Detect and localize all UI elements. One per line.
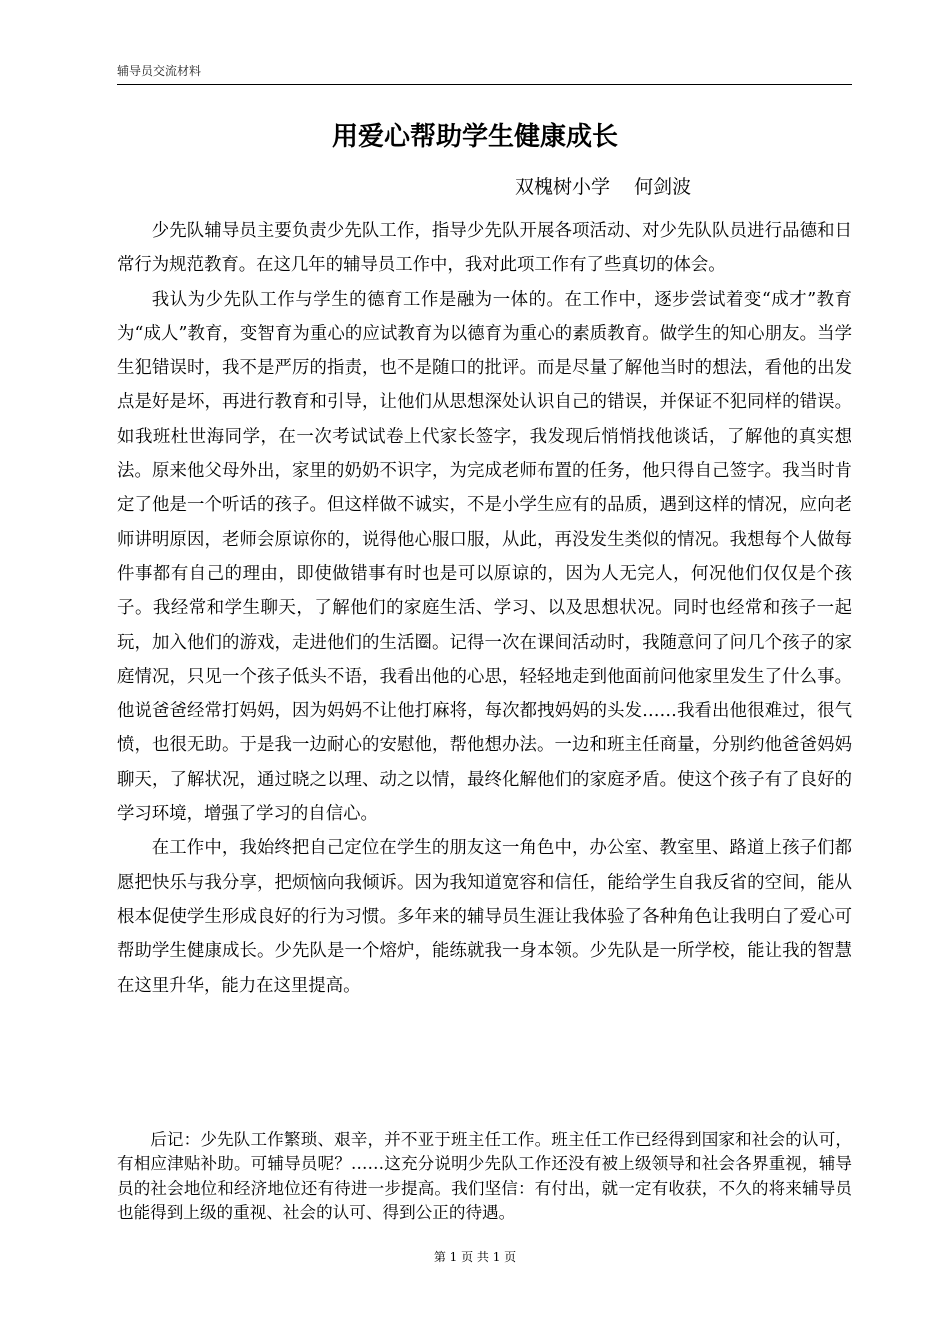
postscript-paragraph: 后记：少先队工作繁琐、艰辛，并不亚于班主任工作。班主任工作已经得到国家和社会的认可，有相应津贴补助。可辅导员呢？……这充分说明少先队工作还没有被上级领导和社会各界重视，辅导员的社会地位和经济地位还有待进一步提高。我们坚信：有付出，就一定有收获，不久的将来辅导员也能得到上级的重视、社会的认可、得到公正的待遇。 (117, 1130, 852, 1223)
running-header: 辅导员交流材料 (117, 64, 202, 78)
header-divider (117, 84, 852, 85)
body-paragraph: 少先队辅导员主要负责少先队工作，指导少先队开展各项活动、对少先队队员进行品德和日常行为规范教育。在这几年的辅导员工作中，我对此项工作有了些真切的体会。 (117, 221, 852, 276)
document-body (117, 214, 852, 1003)
author-byline: 双槐树小学 何剑波 (515, 176, 692, 198)
body-paragraph: 我认为少先队工作与学生的德育工作是融为一体的。在工作中，逐步尝试着变“成才”教育为“成人”教育，变智育为重心的应试教育为以德育为重心的素质教育。做学生的知心朋友。当学生犯错误时，我不是严厉的指责，也不是随口的批评。而是尽量了解他当时的想法，看他的出发点是好是坏，再进行教育和引导，让他们从思想深处认识自己的错误，并保证不犯同样的错误。如我班杜世海同学，在一次考试试卷上代家长签字，我发现后悄悄找他谈话，了解他的真实想法。原来他父母外出，家里的奶奶不识字，为完成老师布置的任务，他只得自己签字。我当时肯定了他是一个听话的孩子。但这样做不诚实，不是小学生应有的品质，遇到这样的情况，应向老师讲明原因，老师会原谅你的，说得他心服口服，从此，再没发生类似的情况。我想每个人做每件事都有自己的理由，即使做错事有时也是可以原谅的，因为人无完人，何况他们仅仅是个孩子。我经常和学生聊天，了解他们的家庭生活、学习、以及思想状况。同时也经常和孩子一起玩，加入他们的游戏，走进他们的生活圈。记得一次在课间活动时，我随意问了问几个孩子的家庭情况，只见一个孩子低头不语，我看出他的心思，轻轻地走到他面前问他家里发生了什么事。他说爸爸经常打妈妈，因为妈妈不让他打麻将，每次都拽妈妈的头发……我看出他很难过，很气愤，也很无助。于是我一边耐心的安慰他，帮他想办法。一边和班主任商量，分别约他爸爸妈妈聊天，了解状况，通过晓之以理、动之以情，最终化解他们的家庭矛盾。使这个孩子有了良好的学习环境，增强了学习的自信心。 (117, 289, 852, 825)
page-number: 第 1 页 共 1 页 (433, 1250, 517, 1264)
postscript-section (117, 1128, 852, 1226)
document-title: 用爱心帮助学生健康成长 (331, 122, 618, 152)
body-paragraph: 在工作中，我始终把自己定位在学生的朋友这一角色中，办公室、教室里、路道上孩子们都愿把快乐与我分享，把烦恼向我倾诉。因为我知道宽容和信任，能给学生自我反省的空间，能从根本促使学生形成良好的行为习惯。多年来的辅导员生涯让我体验了各种角色让我明白了爱心可帮助学生健康成长。少先队是一个熔炉，能练就我一身本领。少先队是一所学校，能让我的智慧在这里升华，能力在这里提高。 (117, 838, 852, 996)
